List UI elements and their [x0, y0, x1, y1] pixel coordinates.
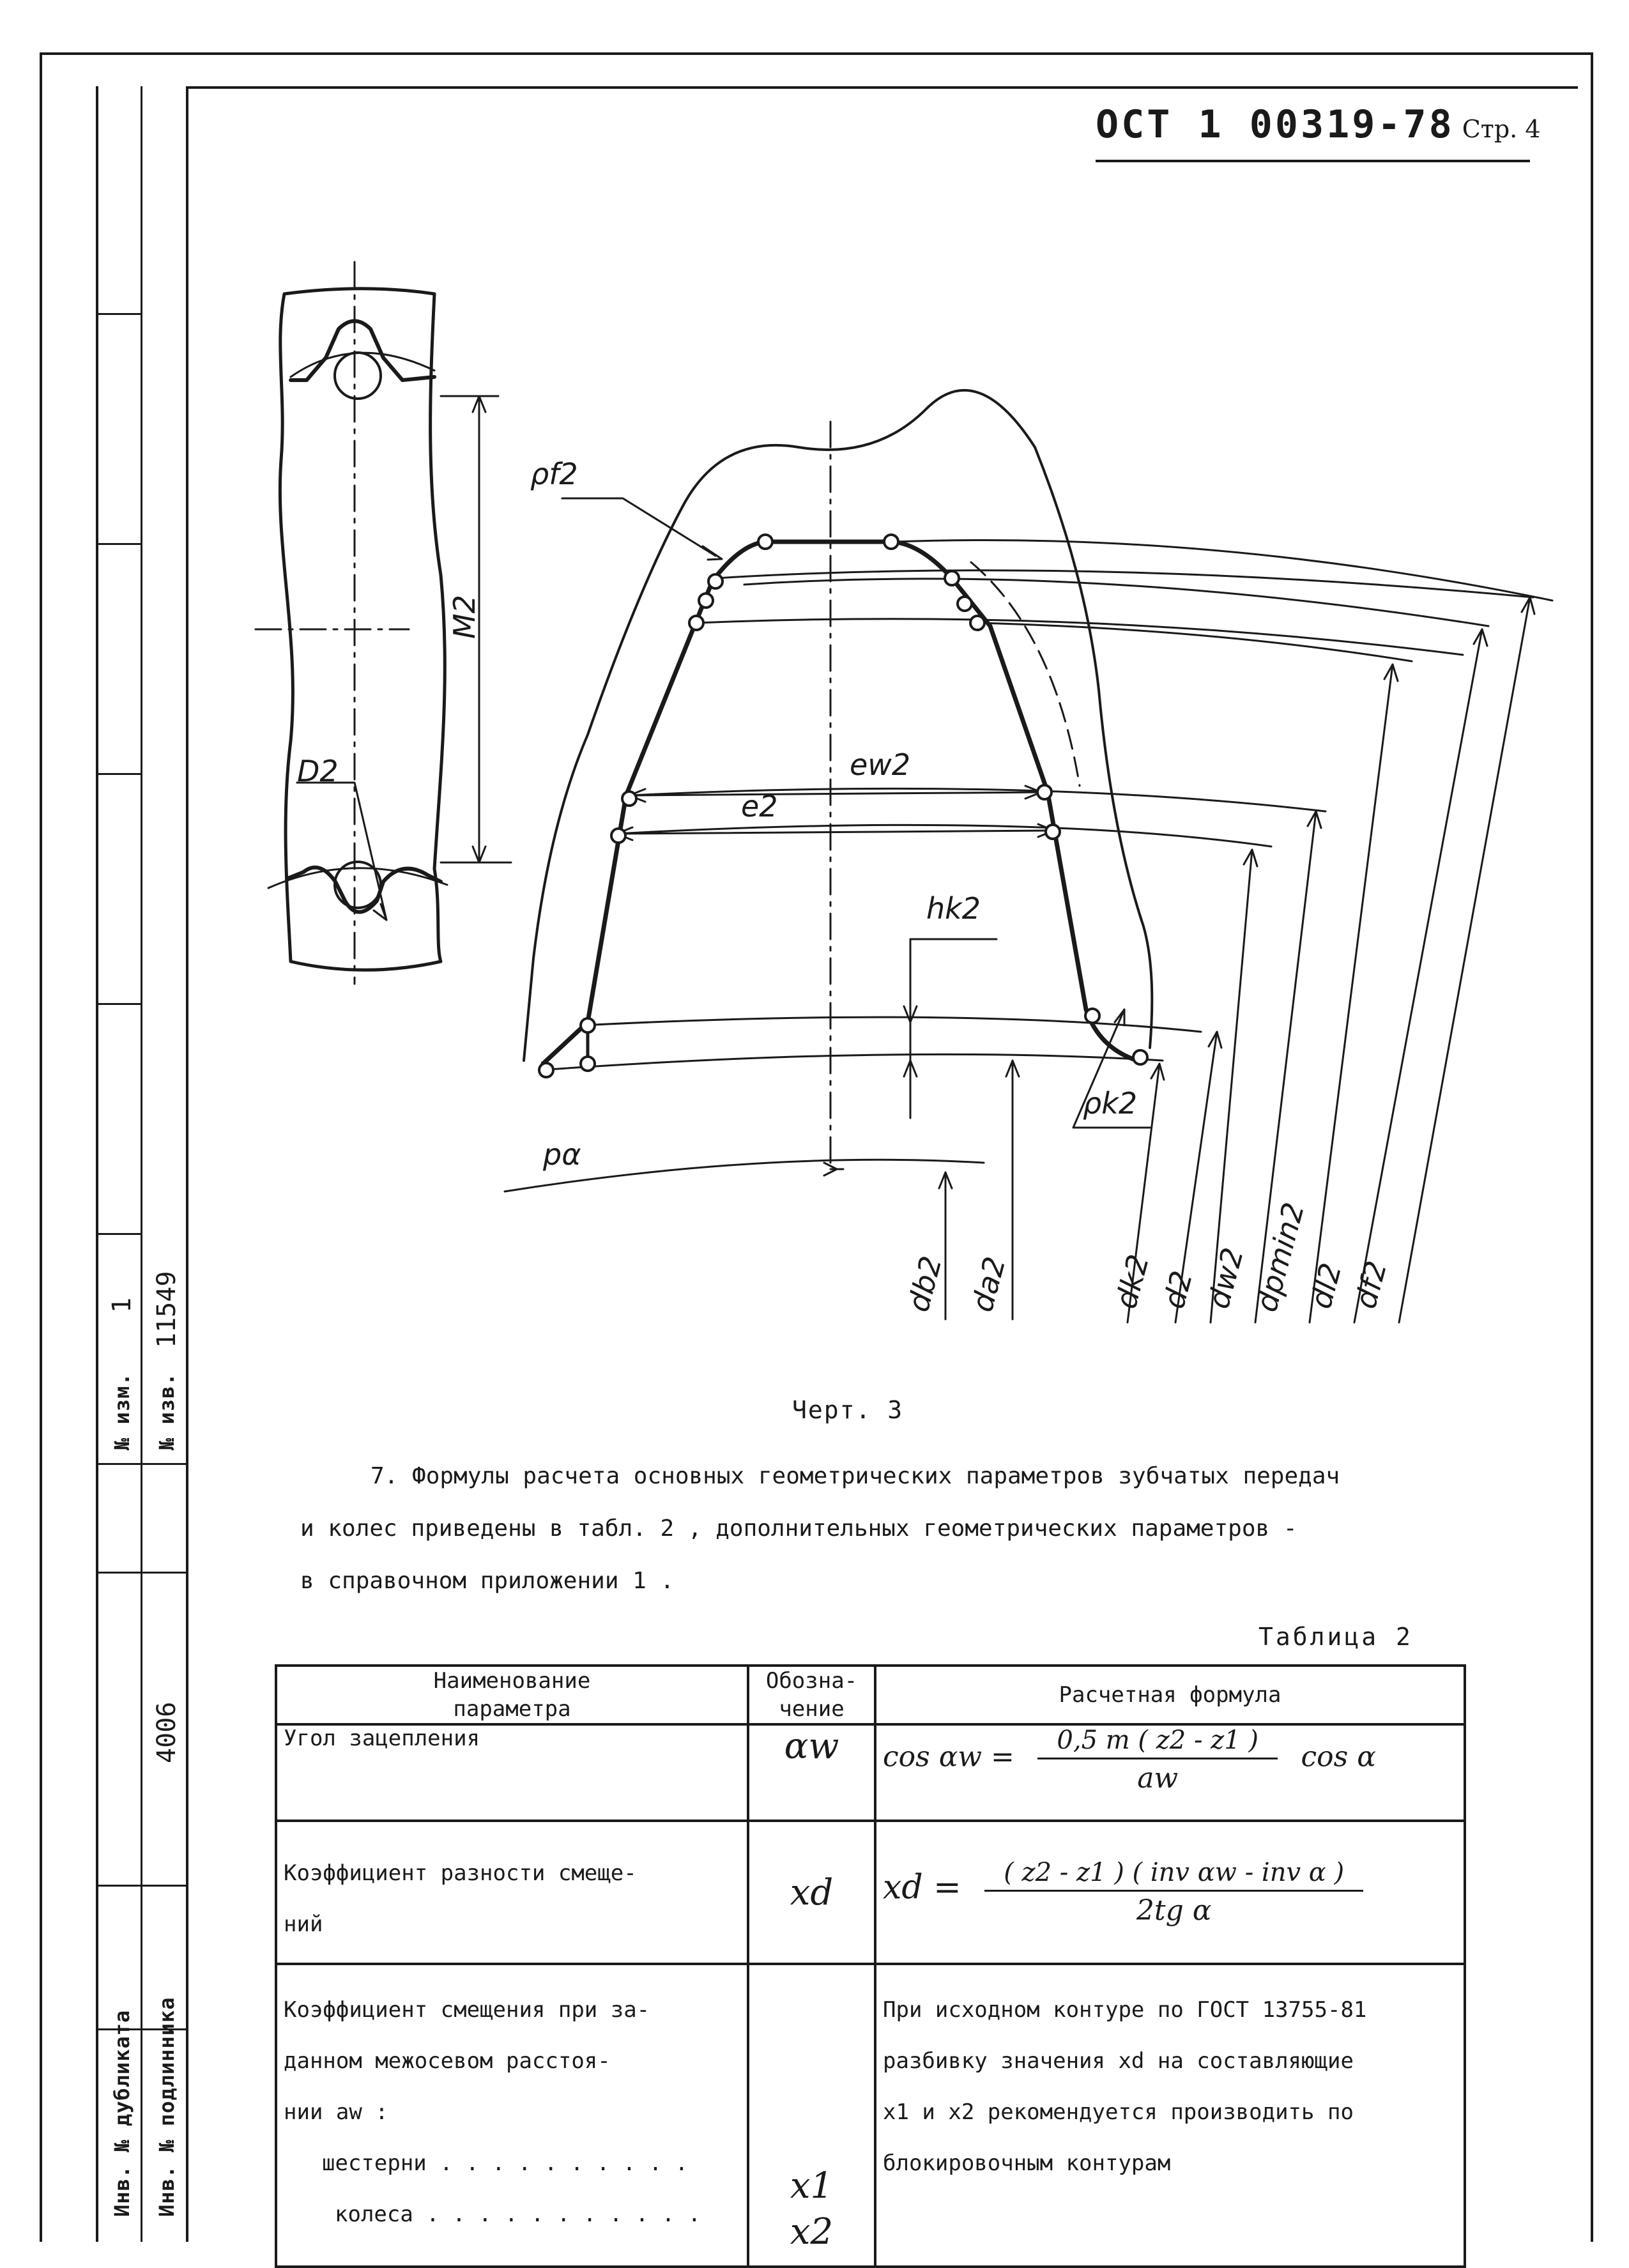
row-name-line: Коэффициент разности смеще- — [284, 1860, 637, 1886]
formula-numerator: ( z2 - z1 ) ( inv αw - inv α ) — [984, 1858, 1363, 1892]
table-header-row — [276, 1666, 1465, 1724]
label-da2: da2 — [965, 1253, 1013, 1315]
table-row — [276, 1821, 1465, 1964]
formula-denominator: aw — [1137, 1762, 1179, 1795]
row-name-line: шестерни . . . . . . . . . . — [322, 2150, 689, 2176]
symbol-text: αw — [784, 1726, 839, 1767]
strip-rule — [96, 1463, 188, 1465]
label-dk2: dk2 — [1108, 1250, 1156, 1312]
label-db2: db2 — [901, 1252, 949, 1315]
label-dl2: dl2 — [1303, 1259, 1349, 1312]
row-name — [276, 1821, 748, 1964]
formula-table — [275, 1664, 1466, 2268]
dubl-label: Инв. № дубликата — [110, 2009, 134, 2217]
row-symbol — [748, 1964, 875, 2267]
header-symbol — [748, 1666, 875, 1724]
header-formula: Расчетная формула — [875, 1666, 1465, 1724]
podl-label: Инв. № подлинника — [155, 1996, 179, 2217]
row-name-line: нии aw : — [284, 2099, 388, 2125]
izv-value: 11549 — [152, 1271, 181, 1348]
row-text-line: При исходном контуре по ГОСТ 13755-81 — [883, 1997, 1367, 2023]
table-row — [276, 1964, 1465, 2267]
row-symbol — [748, 1724, 875, 1821]
label-dw2: dw2 — [1201, 1244, 1251, 1312]
row-name-line: Коэффициент смещения при за- — [284, 1997, 650, 2023]
row-name — [276, 1964, 748, 2267]
header-name-line: параметра — [453, 1696, 571, 1722]
paragraph-7 — [300, 1450, 1437, 1607]
formula-left: xd = — [883, 1868, 961, 1907]
symbol-text: xd — [790, 1871, 834, 1913]
paragraph-line: 7. Формулы расчета основных геометрических параметров зубчатых передач — [371, 1463, 1340, 1489]
header-symbol-line: чение — [779, 1696, 845, 1722]
label-df2: df2 — [1348, 1257, 1394, 1312]
strip-rule — [96, 1572, 188, 1574]
header-name-line: Наименование — [433, 1668, 591, 1694]
row-name-line: ний — [284, 1912, 323, 1937]
row-name-line: данном межосевом расстоя- — [284, 2048, 611, 2074]
label-rho-k2: ρk2 — [1083, 1086, 1138, 1121]
paragraph-line: и колес приведены в табл. 2 , дополнительных геометрических параметров - — [300, 1515, 1297, 1542]
row-formula — [875, 1724, 1465, 1821]
izv-label: № изв. — [155, 1372, 179, 1450]
figure-caption: Черт. 3 — [792, 1396, 904, 1424]
row-text-line: разбивку значения xd на составляющие — [883, 2048, 1354, 2074]
header-symbol-line: Обозна- — [765, 1668, 858, 1694]
label-e2: e2 — [741, 789, 778, 824]
paragraph-line: в справочном приложении 1 . — [300, 1568, 675, 1594]
formula-numerator: 0,5 m ( z2 - z1 ) — [1037, 1726, 1278, 1759]
izm-value: 1 — [107, 1297, 137, 1313]
symbol-text: x1 — [790, 2165, 834, 2207]
symbol-text: x2 — [790, 2211, 834, 2253]
row-name: Угол зацепления — [276, 1724, 748, 1821]
formula-denominator: 2tg α — [1136, 1894, 1212, 1927]
formula-right: cos α — [1301, 1740, 1376, 1774]
formula-left: cos αw = — [883, 1740, 1014, 1774]
row-formula — [875, 1821, 1465, 1964]
podl-value: 4006 — [152, 1701, 181, 1763]
label-d2: d2 — [1156, 1267, 1200, 1312]
label-m2: M2 — [447, 595, 482, 639]
header-name — [276, 1666, 748, 1724]
row-text-line: x1 и x2 рекомендуется производить по — [883, 2099, 1354, 2125]
standard-code: ОСТ 1 00319-78 — [1096, 102, 1455, 147]
table-row — [276, 1724, 1465, 1821]
label-hk2: hk2 — [926, 891, 981, 926]
label-p-alpha: pα — [543, 1137, 581, 1172]
row-text-line: блокировочным контурам — [883, 2150, 1171, 2176]
row-name-line: колеса . . . . . . . . . . . — [335, 2202, 701, 2227]
izm-label: № изм. — [110, 1372, 134, 1450]
label-rho-f2: ρf2 — [530, 457, 578, 491]
formula-fraction — [1037, 1726, 1278, 1795]
row-symbol — [748, 1821, 875, 1964]
strip-rule — [96, 1885, 188, 1887]
formula-fraction — [984, 1858, 1363, 1927]
label-d2-big: D2 — [297, 754, 339, 788]
page-number: Стр. 4 — [1462, 115, 1541, 143]
label-dpmin2: dpmin2 — [1249, 1199, 1312, 1315]
label-ew2: ew2 — [850, 747, 911, 782]
row-formula — [875, 1964, 1465, 2267]
table-title: Таблица 2 — [1258, 1623, 1413, 1651]
